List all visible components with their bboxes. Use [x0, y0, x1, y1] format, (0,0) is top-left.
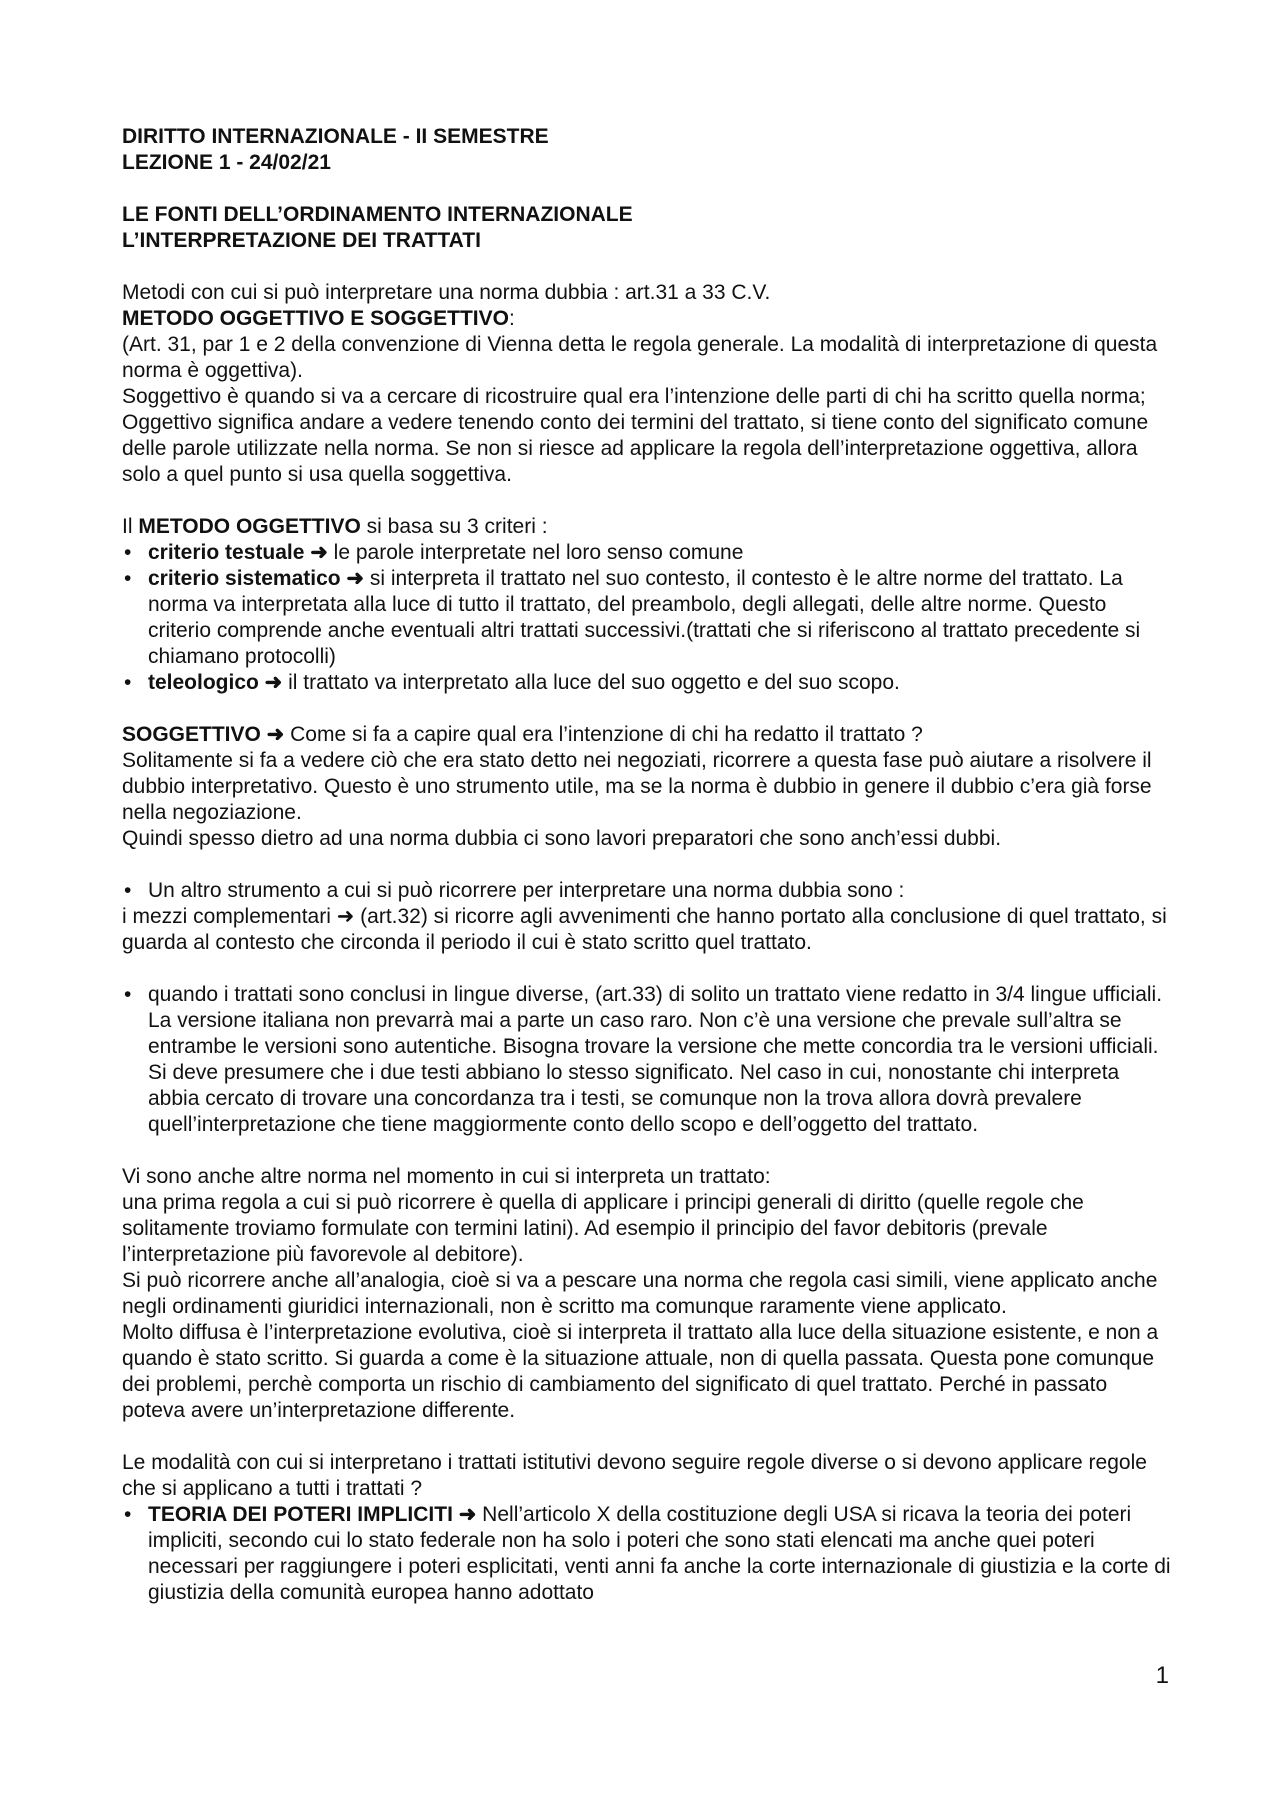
analogy-paragraph: Si può ricorrere anche all’analogia, cioè si va a pescare una norma che regola casi simili, viene applicato anche negli ordinamenti giuridici internazionali, non è scritto ma comunque raramente viene applicato.	[122, 1269, 1158, 1318]
topic-subtitle: L’INTERPRETAZIONE DEI TRATTATI	[122, 229, 481, 252]
list-item: • quando i trattati sono conclusi in lingue diverse, (art.33) di solito un trattato viene redatto in 3/4 lingue ufficiali. La versione italiana non prevarrà mai a parte un caso raro. Non c’è una versione che prevale sull’altra se entrambe le versioni sono autentiche. Bisogna trovare la versione che mette concordia tra le versioni ufficiali. Si deve presumere che i due testi abbiano lo stesso significato. Nel caso in cui, nonostante chi interpreta abbia cercato di trovare una concordanza tra i testi, se comunque non la trova allora dovrà prevalere quell’interpretazione che tiene maggiormente conto dello scopo e dell’oggetto del trattato.	[122, 982, 1172, 1138]
criterion-term: teleologico ➜	[148, 671, 283, 694]
implicit-powers-text: Nell’articolo X della costituzione degli USA si ricava la teoria dei poteri impliciti, secondo cui lo stato federale non ha solo i poteri che sono stati elencati ma anche quei poteri necessari per raggiungere i poteri esplicitati, venti anni fa anche la corte internazionale di giustizia e la corte di giustizia della comunità europea hanno adottato	[148, 1503, 1171, 1604]
objective-lead-post: si basa su 3 criteri :	[360, 515, 548, 538]
criterion-term: criterio testuale ➜	[148, 541, 328, 564]
page-number: 1	[1155, 1662, 1169, 1689]
evolutive-paragraph: Molto diffusa è l’interpretazione evolutiva, cioè si interpreta il trattato alla luce della situazione esistente, e non a quando è stato scritto. Si guarda a come è la situazione attuale, non di quella passata. Questa pone comunque dei problemi, perchè comporta un rischio di cambiamento del significato di quel trattato. Perché in passato poteva avere un’interpretazione differente.	[122, 1321, 1159, 1422]
lesson-title: LEZIONE 1 - 24/02/21	[122, 151, 331, 174]
general-principles-paragraph: una prima regola a cui si può ricorrere è quella di applicare i principi generali di diritto (quelle regole che solitamente troviamo formulate con termini latini). Ad esempio il principio del favor debitoris (prevale l’interpretazione più favorevole al debitore).	[122, 1191, 1084, 1266]
subjective-paragraph-2: Quindi spesso dietro ad una norma dubbia ci sono lavori preparatori che sono anch’essi dubbi.	[122, 827, 1002, 850]
list-item	[122, 540, 1172, 566]
definition-paragraph: Soggettivo è quando si va a cercare di ricostruire qual era l’intenzione delle parti di chi ha scritto quella norma; Oggettivo significa andare a vedere tenendo conto dei termini del trattato, si tiene conto del significato comune delle parole utilizzate nella norma. Se non si riesce ad applicare la regola dell’interpretazione oggettiva, allora solo a quel punto si usa quella soggettiva.	[122, 385, 1149, 486]
criteria-list	[122, 540, 1172, 696]
objective-lead-bold: METODO OGGETTIVO	[138, 515, 361, 538]
method-heading-text: METODO OGGETTIVO E SOGGETTIVO	[122, 307, 509, 330]
document-body	[122, 124, 1172, 1606]
criterion-text: il trattato va interpretato alla luce del suo oggetto e del suo scopo.	[282, 671, 900, 694]
convention-paragraph: (Art. 31, par 1 e 2 della convenzione di Vienna detta le regola generale. La modalità di interpretazione di questa norma è oggettiva).	[122, 333, 1158, 382]
intro-paragraph: Metodi con cui si può interpretare una norma dubbia : art.31 a 33 C.V.	[122, 281, 771, 304]
institutive-paragraph: Le modalità con cui si interpretano i trattati istitutivi devono seguire regole diverse o si devono applicare regole che si applicano a tutti i trattati ?	[122, 1451, 1147, 1500]
list-item	[122, 566, 1172, 670]
subjective-lead-text: Come si fa a capire qual era l’intenzione di chi ha redatto il trattato ?	[284, 723, 923, 746]
implicit-powers-term: TEORIA DEI POTERI IMPLICITI ➜	[148, 1503, 477, 1526]
list-item: • Un altro strumento a cui si può ricorrere per interpretare una norma dubbia sono :	[122, 878, 1172, 904]
implicit-powers-list	[122, 1502, 1172, 1606]
complementary-paragraph: i mezzi complementari ➜ (art.32) si ricorre agli avvenimenti che hanno portato alla conclusione di quel trattato, si guarda al contesto che circonda il periodo il cui è stato scritto quel trattato.	[122, 905, 1167, 954]
criterion-text: si interpreta il trattato nel suo contesto, il contesto è le altre norme del trattato. La norma va interpretata alla luce di tutto il trattato, del preambolo, degli allegati, delle altre norme. Questo criterio comprende anche eventuali altri trattati successivi.(trattati che si riferiscono al trattato precedente si chiamano protocolli)	[148, 567, 1141, 668]
topic-title: LE FONTI DELL’ORDINAMENTO INTERNAZIONALE	[122, 203, 633, 226]
criterion-text: le parole interpretate nel loro senso comune	[327, 541, 744, 564]
list-item	[122, 1502, 1172, 1606]
course-title: DIRITTO INTERNAZIONALE - II SEMESTRE	[122, 125, 549, 148]
subjective-lead	[122, 722, 1172, 748]
subjective-paragraph: Solitamente si fa a vedere ciò che era stato detto nei negoziati, ricorrere a questa fase può aiutare a risolvere il dubbio interpretativo. Questo è uno strumento utile, ma se la norma è dubbio in genere il dubbio c’era già forse nella negoziazione.	[122, 749, 1152, 824]
list-item	[122, 670, 1172, 696]
complementary-list	[122, 878, 1172, 904]
languages-list	[122, 982, 1172, 1138]
other-rules-paragraph: Vi sono anche altre norma nel momento in cui si interpreta un trattato:	[122, 1165, 771, 1188]
objective-lead	[122, 514, 1172, 540]
criterion-term: criterio sistematico ➜	[148, 567, 365, 590]
objective-lead-pre: Il	[122, 515, 139, 538]
method-heading-colon: :	[508, 307, 515, 330]
subjective-lead-bold: SOGGETTIVO ➜	[122, 723, 285, 746]
method-heading	[122, 306, 1172, 332]
